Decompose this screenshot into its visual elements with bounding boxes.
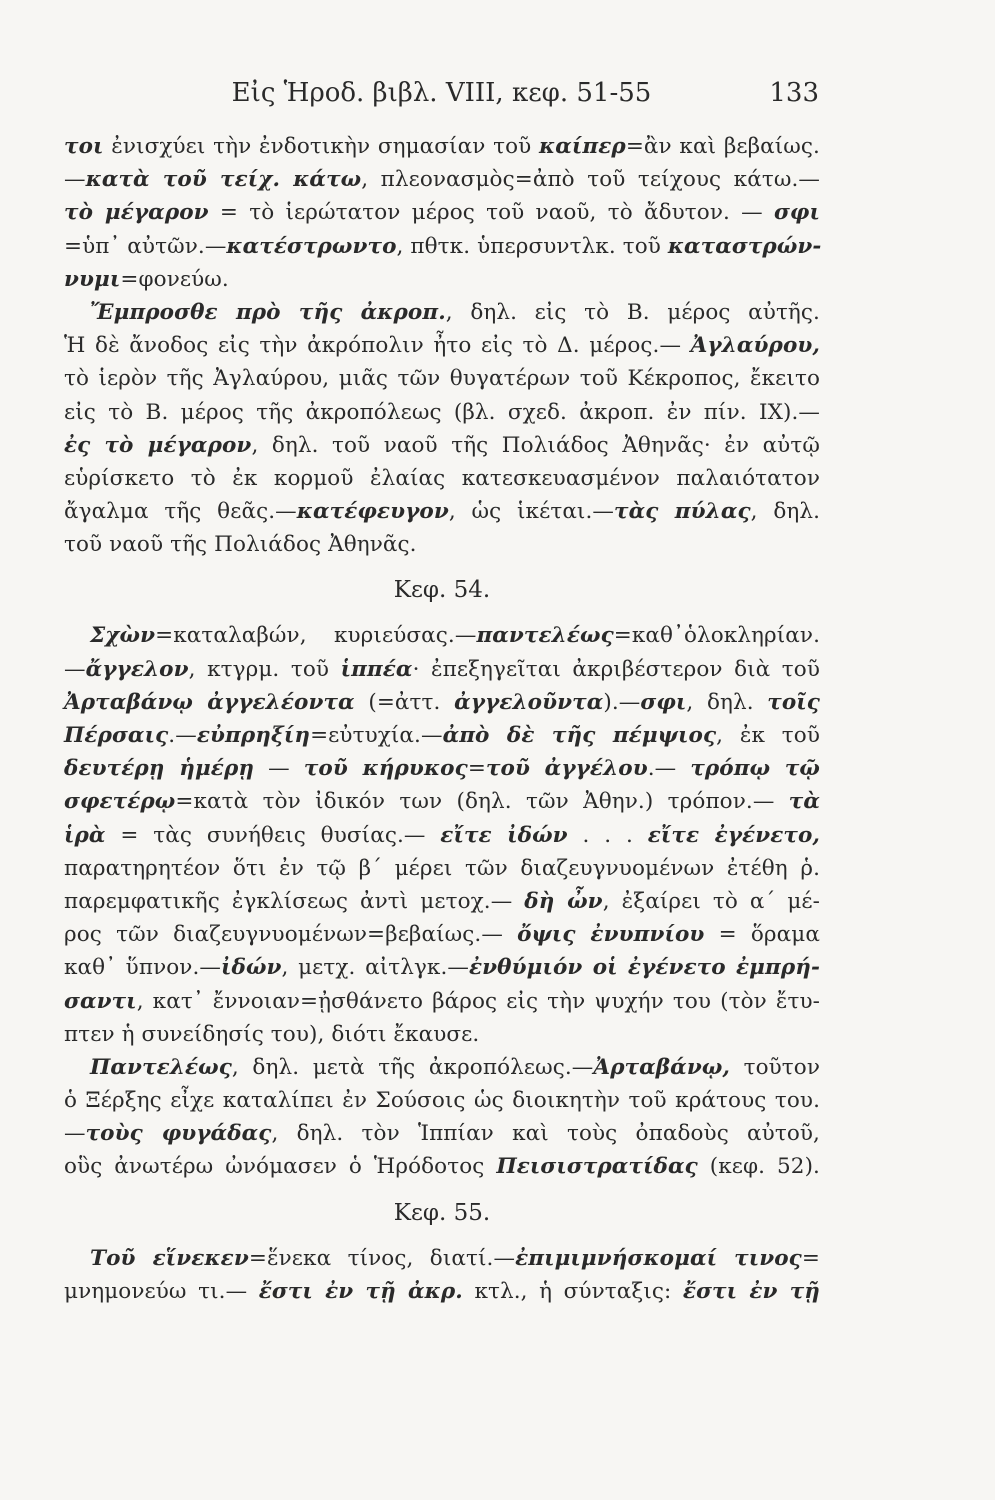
text-line [64,230,820,263]
gloss: .— [168,723,197,748]
gloss: = [467,756,486,782]
gloss: ).— [603,689,641,715]
text-line [64,362,820,395]
text-line [64,1018,820,1051]
gloss: ἐνισχύει τὴν ἐνδοτικὴν σημασίαν τοῦ [103,134,540,159]
text-line [64,619,820,652]
lemma: δευτέρῃ ἡμέρῃ [64,756,255,782]
lemma: ἔστι ἐν τῇ ἀκρ. [258,1278,463,1304]
chapter-heading: Κεφ. 55. [393,1199,491,1226]
gloss: = τὰς συνήθεις θυσίας.— [105,822,441,848]
lemma: ἱρὰ [64,822,106,848]
lemma: ἐς τὸ μέγαρον [64,432,252,458]
text-line [64,752,820,785]
lemma: τοὺς φυγάδας [85,1121,272,1147]
lemma: κατέφευγον [296,499,449,525]
text-line [64,885,820,918]
gloss: πτεν ἡ συνείδησίς του), διότι ἔκαυσε. [64,1021,480,1047]
lemma: τὰ [788,789,820,815]
gloss: , δηλ. τοῦ ναοῦ τῆς Πολιάδος Ἀθηνᾶς· ἐν αὐτῷ [251,432,820,458]
lemma: Τοῦ εἵνεκεν [90,1245,249,1271]
text-line [64,852,820,885]
text-line [64,196,820,229]
lemma: εἴτε ἐγένετο, [647,822,820,848]
gloss: =εὐτυχία.— [310,723,443,748]
text-line [64,1242,820,1275]
running-head: Εἰς Ἡροδ. βιβλ. VIII, κεφ. 51-55 [231,78,652,108]
text-line [64,1117,820,1150]
gloss: =καταλαβών, κυριεύσας.— [155,623,477,649]
text-line [64,462,820,495]
gloss: , δηλ. εἰς τὸ Β. μέρος αὐτῆς. [445,299,820,325]
gloss: παρατηρητέον ὅτι ἐν τῷ β´ μέρει τῶν διαζευγνυομένων ἐτέθη ῥ. [64,855,820,881]
lemma: ἔστι ἐν τῇ [682,1278,821,1304]
gloss: ἄγαλμα τῆς θεᾶς.— [64,499,297,525]
lemma: τὰς πύλας [614,499,751,525]
text-line [64,429,820,462]
lemma: τὸ μέγαρον [64,200,209,226]
chapter-heading: Κεφ. 54. [393,577,491,604]
lemma: σφι [773,200,820,226]
gloss: .— [647,756,691,782]
lemma: σαντι [64,988,137,1014]
lemma: Παντελέως [90,1054,232,1080]
gloss: , δηλ. τὸν Ἱππίαν καὶ τοὺς ὀπαδοὺς αὐτοῦ, [271,1121,820,1147]
gloss: — [254,756,304,782]
text-line [64,951,820,984]
lemma: τοι [64,134,104,159]
gloss: (κεφ. 52). [697,1154,820,1180]
lemma: ἄγγελον [85,656,189,682]
gloss: = τὸ ἱερώτατον μέρος τοῦ ναοῦ, τὸ ἄδυτον. — [208,200,774,226]
lemma: εἴτε ἰδών [440,822,568,848]
text-line [64,296,820,329]
lemma: ἰδών [221,955,282,981]
lemma: τοῖς [767,689,820,715]
gloss: =ἕνεκα τίνος, διατί.— [248,1245,516,1271]
lemma: ἱππέα [340,656,413,682]
gloss: =ὑπ᾽ αὐτῶν.— [64,233,227,259]
gloss: ρος τῶν διαζευγνυομένων=βεβαίως.— [64,922,518,948]
text-line [64,396,820,429]
gloss: =κατὰ τὸν ἰδικόν των (δηλ. τῶν Ἀθην.) τρόπον.— [175,789,789,815]
lemma: νυμι [64,266,121,292]
text-line [64,528,820,561]
gloss: τοῦ ναοῦ τῆς Πολιάδος Ἀθηνᾶς. [64,532,417,558]
gloss: εἰς τὸ Β. μέρος τῆς ἀκροπόλεως (βλ. σχεδ. ἀκροπ. ἐν πίν. IX).— [64,399,820,425]
gloss: =ἂν καὶ βεβαίως. [625,134,820,159]
gloss: εὑρίσκετο τὸ ἐκ κορμοῦ ἐλαίας κατεσκευασμένον παλαιότατον [64,465,820,491]
lemma: παντελέως [476,623,614,649]
gloss: , δηλ. [750,499,821,525]
text-line [64,1150,820,1183]
lemma: σφετέρῳ [64,789,176,815]
text-line [64,1275,820,1308]
gloss: = ὅραμα [704,922,820,948]
text-line [64,1051,820,1084]
text-line [64,130,820,163]
text-line [64,819,820,852]
lemma: Πέρσαις [64,723,169,748]
text-line [64,1084,820,1117]
gloss: = [801,1245,820,1271]
gloss: — [64,167,86,193]
gloss: =φονεύω. [120,266,229,292]
gloss: Ἡ δὲ ἄνοδος εἰς τὴν ἀκρόπολιν ἦτο εἰς τὸ Δ. μέρος.— [64,333,691,359]
lemma: Ἀγλαύρου, [690,333,820,359]
lemma: Ἀρταβάνῳ ἀγγελέοντα [64,689,355,715]
lemma: τοῦ κήρυκος [303,756,468,782]
gloss: , κτγρμ. τοῦ [188,656,341,682]
text-line [64,719,820,752]
gloss: — [64,656,86,682]
gloss: , δηλ. μετὰ τῆς ἀκροπόλεως.— [231,1054,594,1080]
lemma: σφι [640,689,687,715]
gloss: (=ἀττ. [354,689,455,715]
text-line [64,653,820,686]
lemma: τοῦ ἀγγέλου [485,756,648,782]
text-line [64,686,820,719]
lemma: δὴ ὦν [524,888,603,914]
gloss: καθ᾽ ὕπνον.— [64,955,221,981]
text-line [64,329,820,362]
gloss: — [64,1121,86,1147]
lemma: καταστρών- [667,233,822,259]
gloss: τοῦτον [730,1054,820,1080]
text-line [64,918,820,951]
lemma: καίπερ [539,134,626,159]
lemma: Πεισιστρατίδας [496,1154,698,1180]
lemma: Σχὼν [90,623,156,649]
gloss: κτλ., ἡ σύνταξις: [462,1278,683,1304]
text-line [64,785,820,818]
gloss: , ἐκ τοῦ [716,723,820,748]
lemma: κατὰ τοῦ τείχ. κάτω [85,167,362,193]
lemma: κατέστρωντο [226,233,397,259]
lemma: Ἀρταβάνῳ, [593,1054,730,1080]
lemma: τρόπῳ τῷ [690,756,820,782]
gloss: παρεμφατικῆς ἐγκλίσεως ἀντὶ μετοχ.— [64,888,525,914]
gloss: μνημονεύω τι.— [64,1278,259,1304]
lemma: Ἔμπροσθε πρὸ τῆς ἀκροπ. [90,299,446,325]
text-line [64,263,820,296]
gloss: οὓς ἀνωτέρω ὠνόμασεν ὁ Ἡρόδοτος [64,1154,497,1180]
gloss: , ἐξαίρει τὸ α´ μέ- [602,888,820,914]
lemma: ἀγγελοῦντα [454,689,604,715]
text-line [64,495,820,528]
gloss: , κατ᾽ ἔννοιαν=ᾐσθάνετο βάρος εἰς τὴν ψυχήν του (τὸν ἔτυ- [136,988,820,1014]
gloss: τὸ ἱερὸν τῆς Ἀγλαύρου, μιᾶς τῶν θυγατέρων τοῦ Κέκροπος, ἔκειτο [64,366,820,392]
gloss: , πθτκ. ὑπερσυντλκ. τοῦ [396,233,668,259]
page-number: 133 [769,78,819,108]
lemma: εὐπρηξίη [196,723,311,748]
text-line [64,985,820,1018]
gloss: , δηλ. [686,689,768,715]
gloss: ὁ Ξέρξης εἶχε καταλίπει ἐν Σούσοις ὡς διοικητὴν τοῦ κράτους του. [64,1088,820,1114]
gloss: · ἐπεξηγεῖται ἀκριβέστερον διὰ τοῦ [412,656,820,682]
gloss: =καθ᾽ὁλοκληρίαν. [613,623,820,649]
gloss: , ὡς ἱκέται.— [448,499,615,525]
lemma: ἐνθύμιόν οἱ ἐγένετο ἐμπρή- [468,955,821,981]
gloss: , πλεονασμὸς=ἀπὸ τοῦ τείχους κάτω.— [361,167,820,193]
lemma: ἀπὸ δὲ τῆς πέμψιος [442,723,717,748]
gloss: , μετχ. αἰτλγκ.— [281,955,469,981]
text-line [64,163,820,196]
lemma: ὄψις ἐνυπνίου [517,922,705,948]
gloss: . . . [567,822,648,848]
lemma: ἐπιμιμνήσκομαί τινος [515,1245,802,1271]
commentary-text [64,130,820,1308]
